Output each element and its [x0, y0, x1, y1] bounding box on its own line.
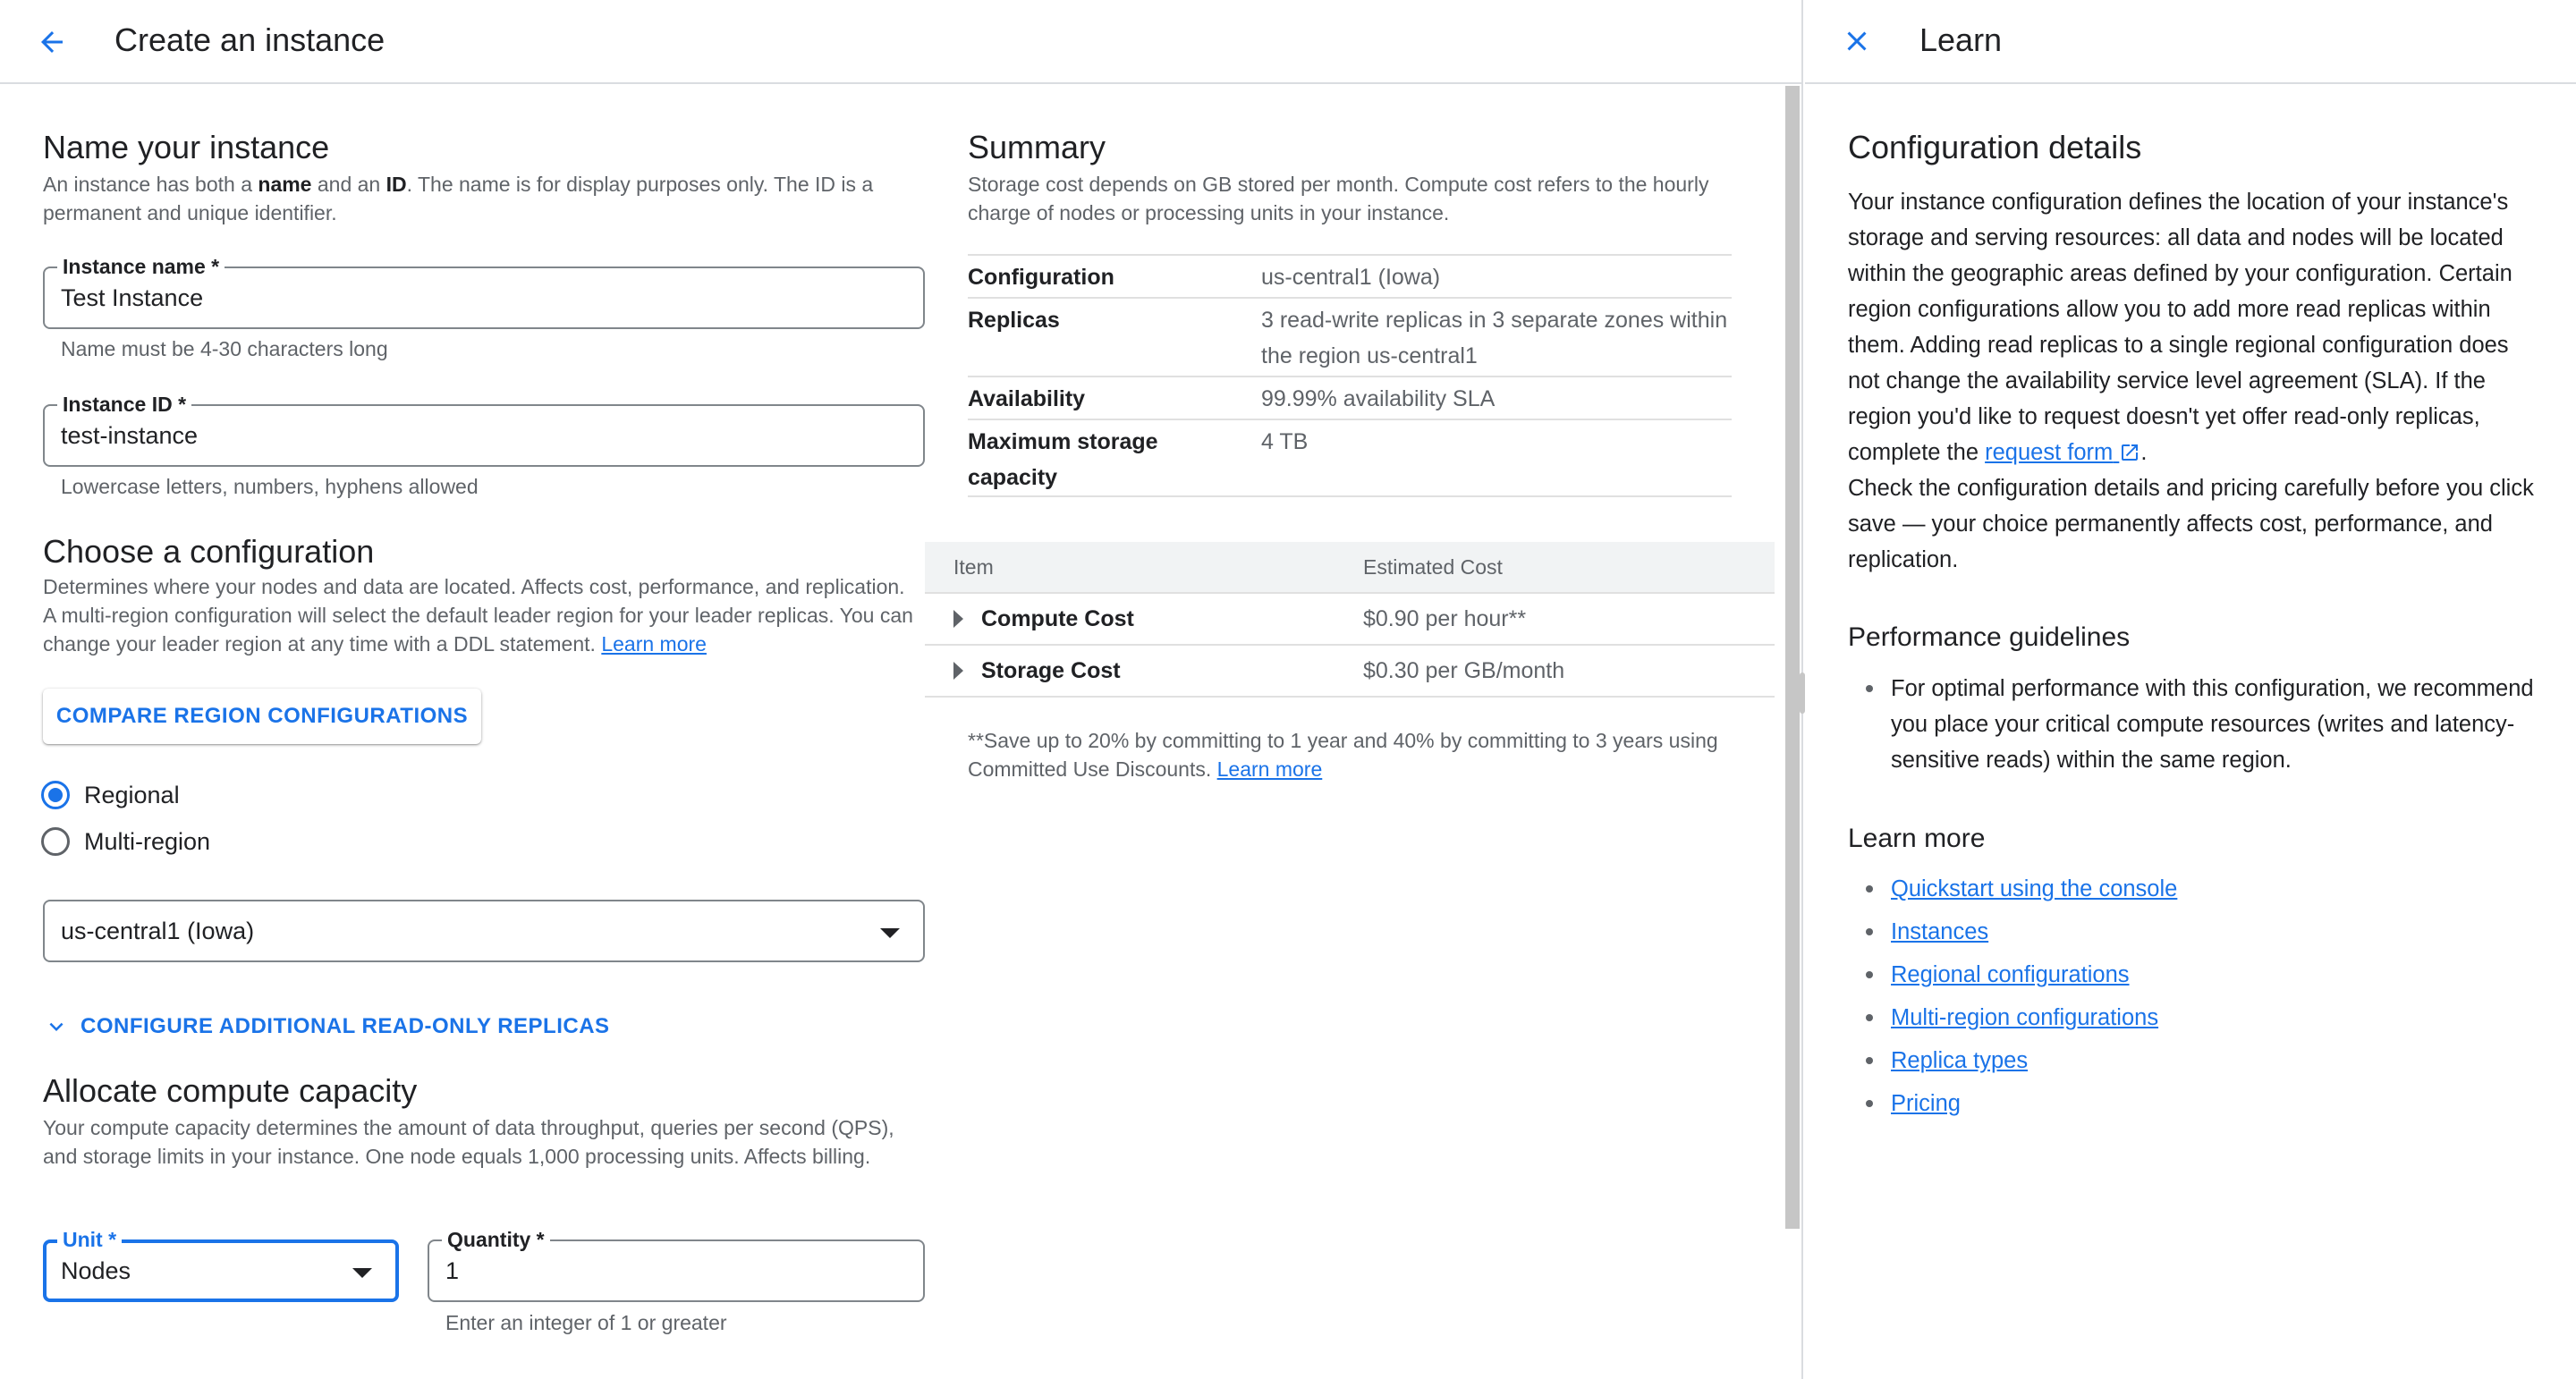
- cost-header-estimated: Estimated Cost: [1363, 554, 1503, 579]
- radio-regional-label: Regional: [84, 781, 180, 808]
- scrollbar-thumb[interactable]: [1785, 86, 1800, 1229]
- close-panel-button[interactable]: [1837, 21, 1877, 61]
- quantity-helper: Enter an integer of 1 or greater: [445, 1311, 727, 1334]
- page-header: [0, 0, 1803, 84]
- quantity-input[interactable]: 1: [445, 1257, 460, 1284]
- cost-row-compute[interactable]: [925, 594, 1775, 646]
- cost-item[interactable]: Storage Cost: [925, 658, 1363, 684]
- cost-footnote: **Save up to 20% by committing to 1 year and 40% by committing to 3 years using Committed Use Discounts. Learn more: [968, 729, 1718, 781]
- summary-row: [968, 419, 1732, 497]
- link-regional-configurations[interactable]: Regional configurations: [1848, 957, 2555, 1000]
- name-section-title: Name your instance: [43, 129, 330, 165]
- learn-panel-header: [1805, 0, 2576, 84]
- learn-more-links: [1848, 871, 2555, 1129]
- summary-table: [968, 254, 1732, 497]
- link-instances[interactable]: Instances: [1848, 914, 2555, 957]
- radio-multi-region-label: Multi-region: [84, 827, 211, 855]
- config-details-title: Configuration details: [1848, 129, 2142, 165]
- request-form-link[interactable]: request form: [1985, 440, 2140, 465]
- summary-value: us-central1 (Iowa): [1261, 265, 1441, 290]
- instance-id-helper: Lowercase letters, numbers, hyphens allowed: [61, 475, 479, 498]
- region-select-value: us-central1 (Iowa): [61, 918, 255, 944]
- panel-resize-handle[interactable]: [1800, 673, 1805, 714]
- expand-arrow-icon: [953, 662, 963, 680]
- radio-regional[interactable]: [41, 777, 180, 813]
- configure-replicas-toggle[interactable]: [43, 1011, 610, 1043]
- summary-row: [968, 297, 1732, 376]
- summary-key: Availability: [968, 386, 1086, 411]
- config-section-description: Determines where your nodes and data are located. Affects cost, performance, and replication. A multi-region configuration will select the default leader region for your leader replicas. You can change your leader region at any time with a DDL statement. Learn more: [43, 575, 913, 656]
- compute-section-title: Allocate compute capacity: [43, 1072, 418, 1109]
- summary-value: 99.99% availability SLA: [1261, 386, 1496, 411]
- link-pricing[interactable]: Pricing: [1848, 1086, 2555, 1129]
- configure-replicas-label: CONFIGURE ADDITIONAL READ-ONLY REPLICAS: [80, 1014, 610, 1038]
- external-link-icon: [2119, 442, 2140, 463]
- learn-more-title: Learn more: [1848, 824, 1986, 853]
- summary-key: Maximum storage capacity: [968, 429, 1158, 490]
- learn-panel-title: Learn: [1919, 21, 2003, 58]
- back-button[interactable]: [32, 22, 72, 62]
- cost-table-header: [925, 542, 1775, 594]
- summary-value: 3 read-write replicas in 3 separate zones within the region us-central1: [1261, 308, 1728, 368]
- instance-id-input[interactable]: test-instance: [61, 422, 199, 449]
- page-title: Create an instance: [114, 21, 386, 58]
- unit-label: Unit *: [57, 1227, 122, 1252]
- list-item: For optimal performance with this configuration, we recommend you place your critical compute resources (writes and latency-sensitive reads) within the same region.: [1848, 671, 2555, 778]
- config-section-title: Choose a configuration: [43, 533, 375, 570]
- expand-arrow-icon: [953, 610, 963, 628]
- unit-select[interactable]: [43, 1228, 399, 1302]
- quantity-field[interactable]: [428, 1228, 925, 1302]
- dropdown-arrow-icon: [352, 1268, 372, 1278]
- link-quickstart[interactable]: Quickstart using the console: [1848, 871, 2555, 914]
- chevron-down-icon: [43, 1013, 70, 1040]
- learn-panel: [1805, 0, 2576, 1379]
- summary-title: Summary: [968, 129, 1106, 165]
- instance-name-input[interactable]: Test Instance: [61, 284, 204, 311]
- cost-header-item: Item: [953, 554, 994, 579]
- radio-multi-region-indicator[interactable]: [41, 827, 70, 856]
- name-section-description: An instance has both a name and an ID. The name is for display purposes only. The ID is a permanent and unique identifier.: [43, 173, 874, 224]
- cost-item[interactable]: Compute Cost: [925, 606, 1363, 632]
- summary-key: Replicas: [968, 308, 1060, 333]
- summary-key: Configuration: [968, 265, 1114, 290]
- instance-name-helper: Name must be 4-30 characters long: [61, 337, 388, 360]
- close-icon: [1841, 25, 1873, 57]
- instance-name-label: Instance name *: [57, 254, 225, 279]
- config-details-text: Your instance configuration defines the location of your instance's storage and serving resources: all data and nodes will be located within the geographic areas defined by your configuration. Certain region configurations allow you to add more read replicas within them. Adding read replicas to a single regional configuration does not change the availability service level agreement (SLA). If the region you'd like to request doesn't yet offer read-only replicas, complete the request form .: [1848, 190, 2512, 465]
- config-details-note: Check the configuration details and pricing carefully before you click save — your choice permanently affects cost, performance, and replication.: [1848, 476, 2534, 572]
- radio-multi-region[interactable]: [41, 824, 210, 859]
- summary-row: [968, 254, 1732, 297]
- link-multi-region-configurations[interactable]: Multi-region configurations: [1848, 1000, 2555, 1043]
- cost-row-storage[interactable]: [925, 646, 1775, 698]
- cost-value: $0.90 per hour**: [1363, 605, 1527, 631]
- compare-region-configurations-button[interactable]: COMPARE REGION CONFIGURATIONS: [43, 689, 481, 744]
- radio-regional-indicator[interactable]: [41, 781, 70, 809]
- instance-id-label: Instance ID *: [57, 392, 191, 417]
- unit-select-value: Nodes: [61, 1257, 131, 1284]
- cost-table: [925, 542, 1775, 698]
- summary-row: [968, 376, 1732, 419]
- dropdown-arrow-icon: [880, 928, 900, 938]
- instance-name-field[interactable]: [43, 255, 925, 329]
- summary-description: Storage cost depends on GB stored per month. Compute cost refers to the hourly charge of nodes or processing units in your instance.: [968, 173, 1709, 224]
- summary-value: 4 TB: [1261, 429, 1309, 454]
- cost-value: $0.30 per GB/month: [1363, 657, 1565, 683]
- performance-guidelines-title: Performance guidelines: [1848, 622, 2131, 652]
- region-select[interactable]: [43, 900, 925, 962]
- performance-list: [1848, 671, 2555, 778]
- instance-id-field[interactable]: [43, 393, 925, 467]
- cud-learn-more-link[interactable]: Learn more: [1216, 757, 1323, 781]
- arrow-back-icon: [36, 26, 68, 58]
- quantity-label: Quantity *: [442, 1227, 550, 1252]
- compute-section-description: Your compute capacity determines the amount of data throughput, queries per second (QPS), and storage limits in your instance. One node equals 1,000 processing units. Affects billing.: [43, 1116, 894, 1168]
- link-replica-types[interactable]: Replica types: [1848, 1043, 2555, 1086]
- config-learn-more-link[interactable]: Learn more: [601, 632, 707, 656]
